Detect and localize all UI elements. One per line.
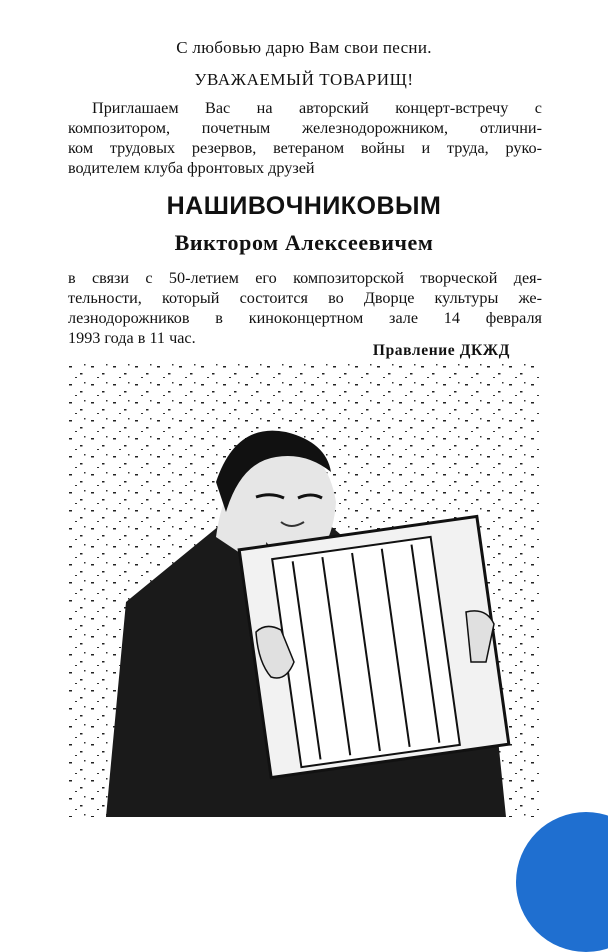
invitation-line-2: композитором, почетным железнодорожником, отлични-	[68, 119, 542, 137]
floating-action-button[interactable]	[516, 812, 608, 952]
signature: Правление ДКЖД	[372, 342, 510, 359]
dedication-line: С любовью дарю Вам свои песни.	[176, 38, 432, 57]
event-line-4: 1993 года в 11 час.	[68, 329, 196, 347]
event-line-3: лезнодорожников в киноконцертном зале 14 февраля	[68, 309, 542, 327]
composer-fullname: Виктором Алексеевичем	[174, 230, 434, 255]
event-line-1: в связи с 50-летием его композиторской творческой дея-	[68, 269, 542, 287]
invitation-line-3: ком трудовых резервов, ветераном войны и труда, руко-	[68, 139, 542, 157]
event-line-2: тельности, который состоится во Дворце культуры же-	[68, 289, 542, 307]
composer-surname: НАШИВОЧНИКОВЫМ	[166, 192, 442, 220]
greeting-heading: УВАЖАЕМЫЙ ТОВАРИЩ!	[194, 70, 414, 89]
invitation-line-4: водителем клуба фронтовых друзей	[68, 159, 315, 177]
invitation-line-1: Приглашаем Вас на авторский концерт-встречу с	[92, 99, 542, 117]
composer-accordion-photo	[66, 362, 540, 817]
